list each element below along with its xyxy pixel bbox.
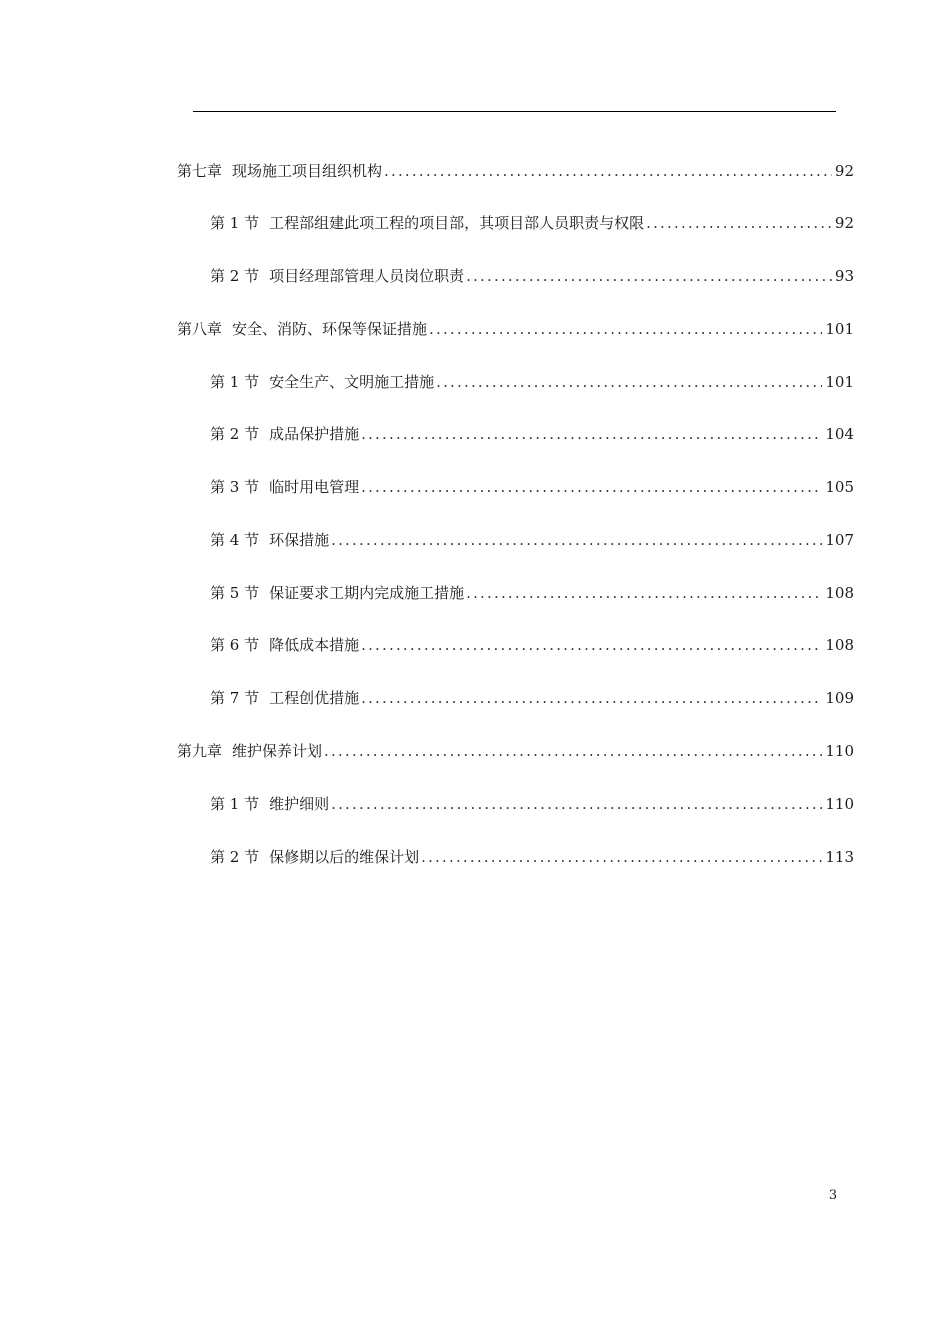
toc-entry-title: 维护细则 [269,795,330,813]
toc-entry-page: 92 [834,214,854,232]
toc-entry-number: 第九章 [177,742,223,760]
toc-entry-title: 保证要求工期内完成施工措施 [269,584,465,602]
toc-section-9-1[interactable] [210,794,854,814]
toc-entry-number: 第 3 节 [210,478,260,496]
toc-entry-page: 101 [825,373,854,391]
toc-dot-leader [324,741,822,761]
toc-entry-page: 108 [825,636,854,654]
toc-chapter-7[interactable] [177,161,854,181]
toc-entry-title: 保修期以后的维保计划 [269,848,420,866]
toc-entry-page: 107 [825,531,854,549]
toc-dot-leader [361,635,822,655]
toc-entry-page: 109 [825,689,854,707]
toc-entry-title: 现场施工项目组织机构 [232,162,383,180]
toc-entry-number: 第 4 节 [210,531,260,549]
toc-entry-page: 110 [825,742,854,760]
toc-section-8-7[interactable] [210,688,854,708]
toc-dot-leader [421,847,822,867]
toc-dot-leader [361,477,822,497]
toc-entry-page: 92 [834,162,854,180]
toc-entry-title: 成品保护措施 [269,425,360,443]
toc-entry-number: 第 6 节 [210,636,260,654]
toc-entry-title: 环保措施 [269,531,330,549]
toc-entry-title: 维护保养计划 [232,742,323,760]
toc-entry-page: 93 [834,267,854,285]
toc-dot-leader [429,319,822,339]
toc-dot-leader [361,424,822,444]
toc-entry-number: 第 1 节 [210,795,260,813]
toc-section-8-2[interactable] [210,424,854,444]
toc-section-9-2[interactable] [210,847,854,867]
toc-dot-leader [436,372,822,392]
toc-entry-number: 第 1 节 [210,373,260,391]
toc-dot-leader [466,583,822,603]
toc-entry-title: 项目经理部管理人员岗位职责 [269,267,465,285]
toc-entry-number: 第 1 节 [210,214,260,232]
toc-entry-number: 第七章 [177,162,223,180]
toc-dot-leader [466,266,832,286]
toc-section-7-1[interactable] [210,213,854,233]
toc-entry-number: 第 2 节 [210,848,260,866]
toc-entry-title: 工程创优措施 [269,689,360,707]
toc-entry-page: 101 [825,320,854,338]
toc-section-8-5[interactable] [210,583,854,603]
toc-entry-page: 110 [825,795,854,813]
toc-section-8-1[interactable] [210,372,854,392]
toc-entry-title: 安全生产、文明施工措施 [269,373,435,391]
toc-chapter-9[interactable] [177,741,854,761]
toc-entry-title: 工程部组建此项工程的项目部，其项目部人员职责与权限 [269,214,645,232]
header-rule [193,111,836,112]
toc-entry-number: 第 2 节 [210,267,260,285]
toc-entry-page: 104 [825,425,854,443]
toc-dot-leader [646,213,832,233]
toc-chapter-8[interactable] [177,319,854,339]
toc-entry-number: 第八章 [177,320,223,338]
toc-dot-leader [384,161,832,181]
toc-entry-page: 113 [825,848,854,866]
toc-dot-leader [331,530,822,550]
toc-entry-page: 105 [825,478,854,496]
toc-entry-number: 第 7 节 [210,689,260,707]
toc-section-8-4[interactable] [210,530,854,550]
toc-entry-title: 安全、消防、环保等保证措施 [232,320,428,338]
toc-entry-page: 108 [825,584,854,602]
toc-dot-leader [361,688,822,708]
toc-dot-leader [331,794,822,814]
toc-entry-number: 第 2 节 [210,425,260,443]
toc-entry-title: 临时用电管理 [269,478,360,496]
page-number: 3 [828,1188,838,1203]
toc-section-8-6[interactable] [210,635,854,655]
toc-section-8-3[interactable] [210,477,854,497]
toc-entry-number: 第 5 节 [210,584,260,602]
toc-entry-title: 降低成本措施 [269,636,360,654]
toc-section-7-2[interactable] [210,266,854,286]
